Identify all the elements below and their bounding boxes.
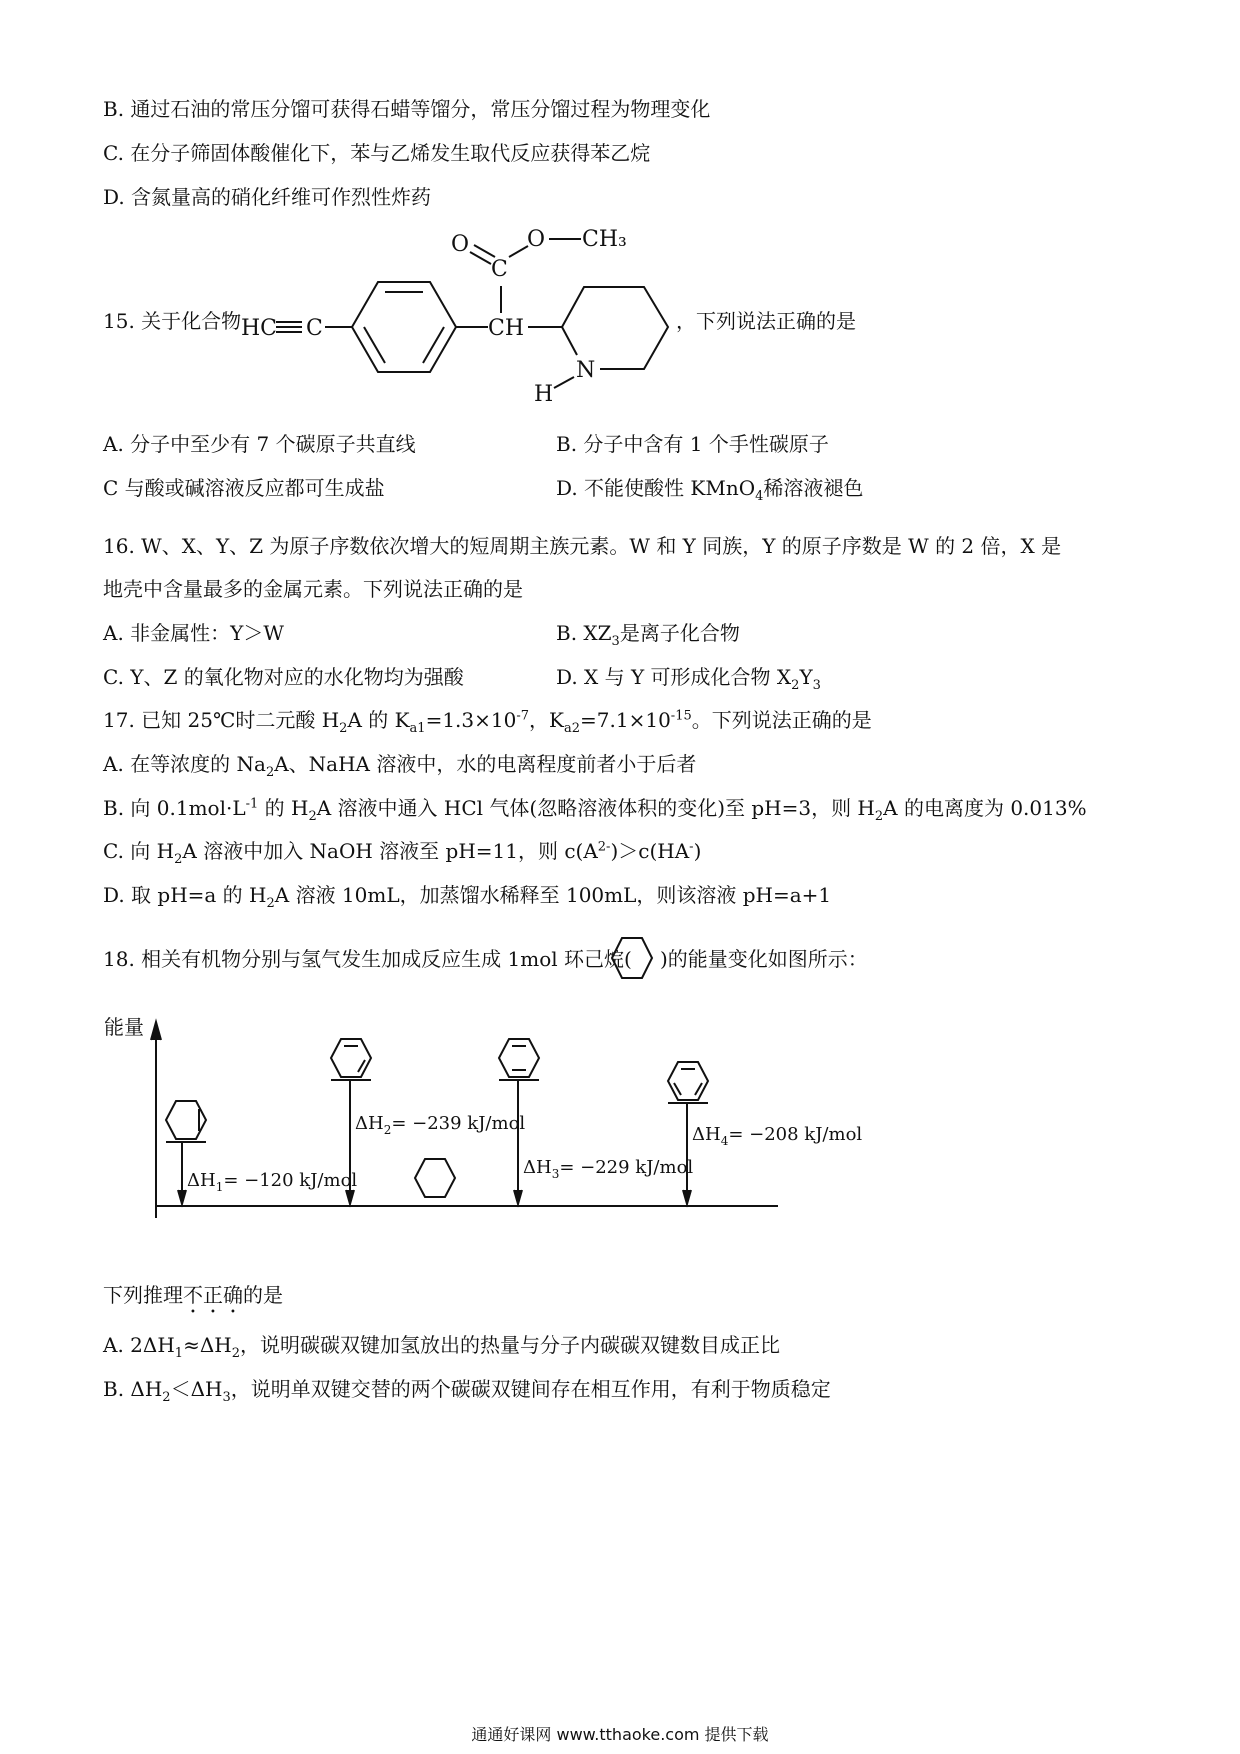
q17-stem: 17. 已知 25℃时二元酸 $H_2A$ 的 $K_{a1}=1.3\times 10^{-7}$，$K_{a2}=7.1\times 10^{-15}$。下列说法正确的是 (103, 708, 872, 736)
dh2-label: $\Delta H_2= -239$ kJ/mol (355, 1113, 526, 1137)
q15-stem-suffix: ，下列说法正确的是 (676, 309, 856, 333)
q15-label-h: H (534, 382, 554, 407)
page-footer: 通通好课网 www.tthaoke.com 提供下载 (471, 1725, 769, 1744)
q15-label-c-alkyne: C (306, 316, 323, 341)
q16-option-b: B. $XZ_3$是离子化合物 (556, 621, 740, 649)
q15-option-a: A. 分子中至少有 7 个碳原子共直线 (103, 432, 416, 456)
q15-label-hc: HC (241, 316, 278, 341)
q18-inference-stem: 下列推理不正确的是 (103, 1283, 283, 1307)
q17-option-b: B. 向 $0.1mol\cdot L^{-1}$ 的 $H_2A$ 溶液中通入 HCl 气体(忽略溶液体积的变化)至 pH=3，则 $H_2A$ 的电离度为 0.013% (103, 796, 1087, 824)
q14-option-d: D. 含氮量高的硝化纤维可作烈性炸药 (103, 185, 432, 209)
dh1-label: $\Delta H_1= -120$ kJ/mol (187, 1170, 358, 1194)
q18-option-b: B. $\Delta H_2<\Delta H_3$，说明单双键交替的两个碳碳双键间存在相互作用，有利于物质稳定 (103, 1377, 831, 1405)
q18-stem-suffix: )的能量变化如图所示： (660, 947, 868, 971)
q17-option-c: C. 向 $H_2A$ 溶液中加入 NaOH 溶液至 pH=11，则 $c(A^{2-})>c(HA^-)$ (103, 839, 702, 867)
q18-option-a: A. $2\Delta H_1\approx\Delta H_2$，说明碳碳双键加氢放出的热量与分子内碳碳双键数目成正比 (103, 1333, 780, 1361)
q15-label-o-double: O (451, 232, 470, 257)
dh3-label: $\Delta H_3= -229$ kJ/mol (523, 1157, 694, 1181)
q15-label-c-carbonyl: C (491, 257, 508, 282)
q14-option-b: B. 通过石油的常压分馏可获得石蜡等馏分，常压分馏过程为物理变化 (103, 97, 711, 121)
q16-option-c: C. Y、Z 的氧化物对应的水化物均为强酸 (103, 665, 464, 689)
q16-stem-line2: 地壳中含量最多的金属元素。下列说法正确的是 (103, 577, 523, 601)
q18-stem-prefix: 18. 相关有机物分别与氢气发生加成反应生成 1mol 环己烷( (103, 947, 632, 971)
q15-stem-prefix: 15. 关于化合物 (103, 309, 242, 333)
q17-option-a: A. 在等浓度的 $Na_2A$、NaHA 溶液中，水的电离程度前者小于后者 (103, 752, 697, 780)
q15-label-ch: CH (488, 316, 525, 341)
q17-option-d: D. 取 pH=a 的 $H_2A$ 溶液 10mL，加蒸馏水稀释至 100mL，则该溶液 pH=a+1 (103, 883, 832, 911)
q15-option-b: B. 分子中含有 1 个手性碳原子 (556, 432, 829, 456)
q16-option-d: D. X 与 Y 可形成化合物 $X_2Y_3$ (556, 665, 821, 693)
q15-label-ch3: CH₃ (582, 227, 627, 252)
q14-option-c: C. 在分子筛固体酸催化下，苯与乙烯发生取代反应获得苯乙烷 (103, 141, 651, 165)
dh4-label: $\Delta H_4= -208$ kJ/mol (692, 1124, 863, 1148)
q16-option-a: A. 非金属性：Y＞W (103, 621, 284, 645)
diagram-y-label: 能量 (104, 1015, 144, 1039)
q16-stem-line1: 16. W、X、Y、Z 为原子序数依次增大的短周期主族元素。W 和 Y 同族，Y 的原子序数是 W 的 2 倍，X 是 (103, 534, 1062, 558)
q15-option-d: D. 不能使酸性 KMnO$_4$稀溶液褪色 (556, 476, 864, 504)
q15-label-n: N (576, 358, 596, 383)
q15-label-o-ester: O (527, 227, 546, 252)
q15-option-c: C 与酸或碱溶液反应都可生成盐 (103, 476, 385, 500)
